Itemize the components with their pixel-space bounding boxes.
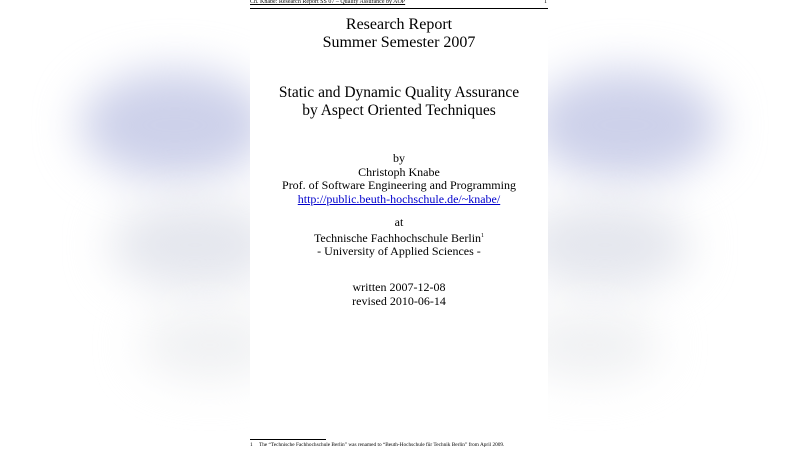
by-label: by [393, 151, 405, 165]
dates-block [250, 281, 548, 308]
backdrop-blob [80, 70, 270, 180]
author-block [250, 152, 548, 206]
document-title-line1: Static and Dynamic Quality Assurance [278, 84, 520, 101]
page-number: 1 [544, 0, 547, 5]
author-position: Prof. of Software Engineering and Programming [282, 178, 516, 192]
document-title-line2: by Aspect Oriented Techniques [302, 102, 496, 119]
footnote-number: 1 [250, 442, 253, 448]
author-homepage-link[interactable]: http://public.beuth-hochschule.de/~knabe/ [297, 191, 501, 206]
at-label: at [394, 215, 404, 229]
backdrop-blob [530, 70, 720, 180]
report-heading-line1: Research Report [345, 16, 453, 33]
institution-subtitle: - University of Applied Sciences - [317, 244, 481, 258]
document-page [250, 0, 548, 450]
footnote-divider [250, 439, 326, 440]
running-header [250, 0, 548, 9]
written-date: written 2007-12-08 [352, 280, 446, 294]
running-header-title: Ch. Knabe: Research Report SS 07 – Quality Assurance by AOP [250, 0, 406, 5]
institution-line [250, 230, 548, 246]
footnote-text: The “Technische Fachhochschule Berlin” was renamed to “Beuth-Hochschule für Technik Berlin” from April 2009. [259, 442, 505, 448]
report-heading [250, 16, 548, 52]
institution-name: Technische Fachhochschule Berlin [313, 230, 482, 245]
report-heading-line2: Summer Semester 2007 [322, 34, 476, 51]
institution-block [250, 216, 548, 259]
footnote-mark: 1 [481, 232, 485, 239]
document-title [250, 84, 548, 120]
author-name: Christoph Knabe [358, 164, 440, 179]
footnote [250, 442, 548, 449]
revised-date: revised 2010-06-14 [352, 293, 446, 308]
